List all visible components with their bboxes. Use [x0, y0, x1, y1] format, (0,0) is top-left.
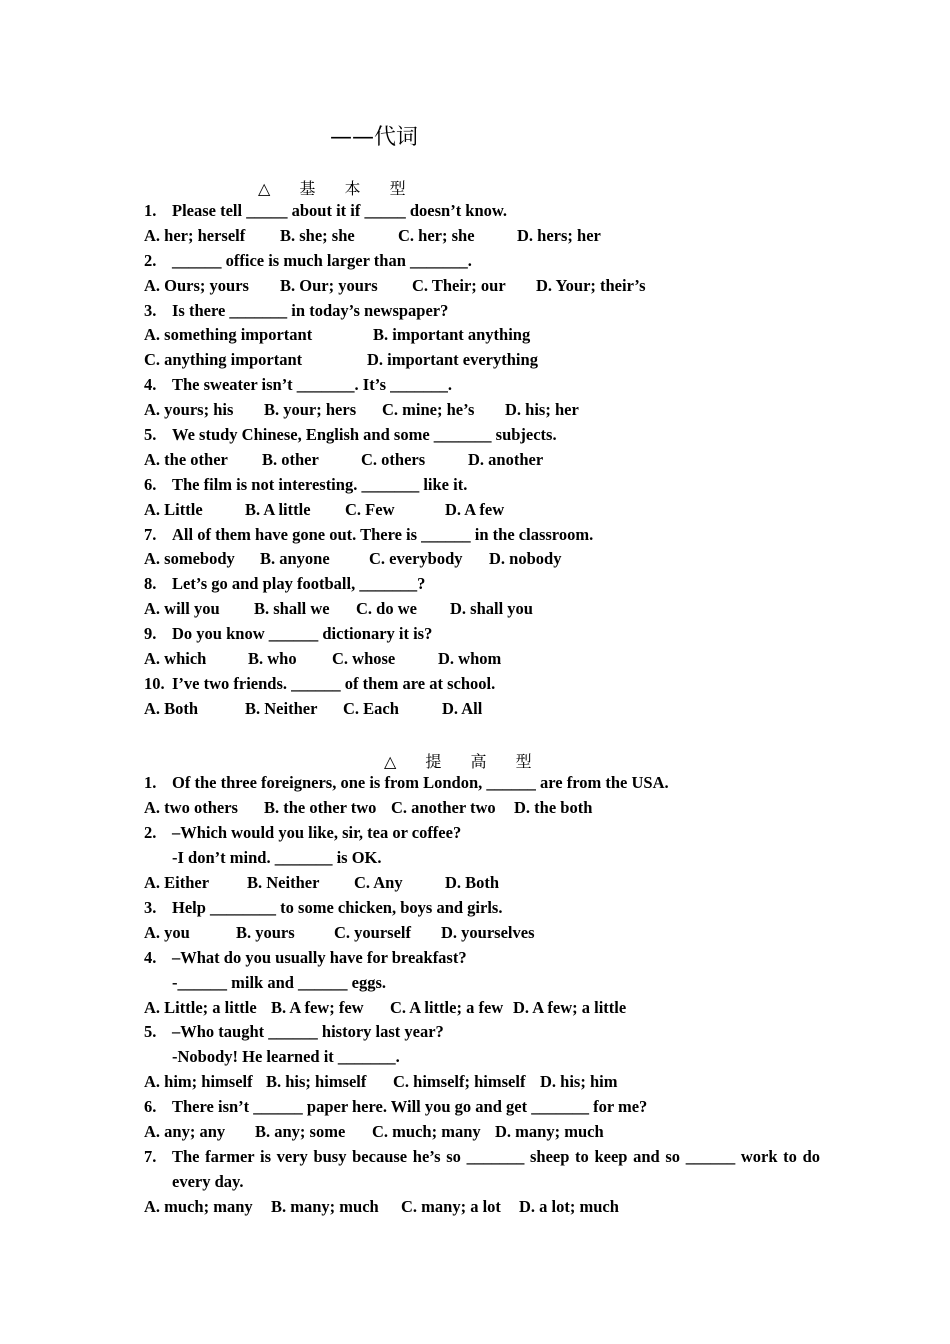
options-row: [144, 274, 820, 299]
question-text: Help ________ to some chicken, boys and girls.: [172, 897, 503, 917]
question: [144, 946, 820, 971]
option-c[interactable]: C. others: [361, 449, 426, 469]
question-text: The film is not interesting. _______ like it.: [172, 474, 468, 494]
question-number: 8.: [144, 574, 157, 594]
option-c[interactable]: C. everybody: [369, 549, 463, 569]
option-d[interactable]: D. important everything: [367, 350, 538, 370]
question-number: 1.: [144, 201, 157, 220]
option-d[interactable]: D. hers; her: [517, 225, 601, 245]
question-number: 1.: [144, 773, 157, 793]
option-b[interactable]: B. Neither: [247, 873, 320, 893]
question-continuation: -Nobody! He learned it _______.: [172, 1047, 400, 1067]
option-d[interactable]: D. the both: [514, 798, 593, 818]
question: [144, 622, 820, 647]
option-c[interactable]: C. much; many: [372, 1121, 481, 1141]
question-text: Let’s go and play football, _______?: [172, 574, 426, 594]
question-text: Do you know ______ dictionary it is?: [172, 624, 433, 644]
question-text: –Who taught ______ history last year?: [172, 1022, 444, 1042]
question-number: 2.: [144, 250, 157, 270]
options-row: [144, 647, 820, 672]
option-b[interactable]: B. other: [262, 449, 319, 469]
option-c[interactable]: C. Their; our: [412, 275, 506, 295]
option-a[interactable]: A. you: [144, 922, 190, 942]
option-b[interactable]: B. shall we: [254, 599, 330, 619]
options-row: [144, 1070, 820, 1095]
options-row: [144, 1120, 820, 1145]
option-d[interactable]: D. whom: [438, 649, 502, 669]
option-c[interactable]: C. yourself: [334, 922, 411, 942]
options-row: [144, 796, 820, 821]
option-a[interactable]: A. yours; his: [144, 400, 234, 420]
question: [144, 373, 820, 398]
question-number: 4.: [144, 375, 157, 395]
option-a[interactable]: A. her; herself: [144, 225, 246, 245]
option-d[interactable]: D. yourselves: [441, 922, 535, 942]
options-row: [144, 547, 820, 572]
question: [144, 473, 820, 498]
question-text: Is there _______ in today’s newspaper?: [172, 300, 449, 320]
question-number: 10.: [144, 673, 165, 693]
options-row: [144, 348, 820, 373]
question-continuation: every day.: [172, 1171, 244, 1191]
option-b[interactable]: B. Neither: [245, 698, 318, 718]
question: [144, 523, 820, 548]
question-number: 4.: [144, 947, 157, 967]
option-b[interactable]: B. his; himself: [266, 1072, 367, 1092]
page-title: ——代词: [330, 125, 419, 150]
section-heading-basic: △ 基 本 型: [258, 179, 418, 198]
question: [144, 1145, 820, 1170]
option-c[interactable]: C. do we: [356, 599, 417, 619]
option-c[interactable]: C. Few: [345, 499, 395, 519]
option-d[interactable]: D. A few: [445, 499, 505, 519]
question-text: The farmer is very busy because he’s so _______ sheep to keep and so ______ work to do: [172, 1146, 820, 1166]
options-row: [144, 224, 820, 249]
options-row: [144, 996, 820, 1021]
option-a[interactable]: A. Ours; yours: [144, 275, 249, 295]
question-text: The sweater isn’t _______. It’s _______.: [172, 375, 453, 395]
question-text: I’ve two friends. ______ of them are at school.: [172, 673, 496, 693]
option-c[interactable]: C. whose: [332, 649, 396, 669]
option-a[interactable]: A. Either: [144, 873, 210, 893]
option-b[interactable]: B. any; some: [255, 1121, 346, 1141]
option-d[interactable]: D. All: [442, 698, 483, 718]
option-d[interactable]: D. many; much: [495, 1121, 604, 1141]
option-a[interactable]: A. two others: [144, 798, 238, 818]
option-c[interactable]: C. another two: [391, 798, 496, 818]
question-text: ______ office is much larger than _______.: [172, 250, 472, 270]
question-text: –What do you usually have for breakfast?: [172, 947, 467, 967]
options-row: [144, 398, 820, 423]
option-b[interactable]: B. important anything: [373, 325, 531, 345]
option-a[interactable]: A. which: [144, 649, 207, 669]
question: [144, 896, 820, 921]
option-d[interactable]: D. a lot; much: [519, 1196, 619, 1216]
option-c[interactable]: C. A little; a few: [390, 997, 504, 1017]
question: [144, 423, 820, 448]
option-a[interactable]: A. Both: [144, 698, 199, 718]
question-text: All of them have gone out. There is ______ in the classroom.: [172, 524, 594, 544]
option-d[interactable]: D. Your; their’s: [536, 275, 646, 295]
option-c[interactable]: C. Each: [343, 698, 399, 718]
question-number: 9.: [144, 624, 157, 644]
question: [144, 572, 820, 597]
question-number: 5.: [144, 425, 157, 445]
option-b[interactable]: B. Our; yours: [280, 275, 378, 295]
question-number: 7.: [144, 1146, 157, 1166]
question-number: 6.: [144, 474, 157, 494]
option-b[interactable]: B. anyone: [260, 549, 330, 569]
option-d[interactable]: D. nobody: [489, 549, 562, 569]
option-c[interactable]: C. mine; he’s: [382, 400, 475, 420]
option-c[interactable]: C. himself; himself: [393, 1072, 526, 1092]
options-row: [144, 448, 820, 473]
option-a[interactable]: A. somebody: [144, 549, 235, 569]
option-b[interactable]: B. your; hers: [264, 400, 357, 420]
option-b[interactable]: B. A few; few: [271, 997, 364, 1017]
option-c[interactable]: C. many; a lot: [401, 1196, 501, 1216]
option-b[interactable]: B. yours: [236, 922, 295, 942]
option-a[interactable]: A. the other: [144, 449, 228, 469]
option-c[interactable]: C. her; she: [398, 225, 475, 245]
option-a[interactable]: A. something important: [144, 325, 313, 345]
option-b[interactable]: B. who: [248, 649, 297, 669]
option-d[interactable]: D. shall you: [450, 599, 533, 619]
option-d[interactable]: D. his; her: [505, 400, 579, 420]
question: [144, 771, 820, 796]
option-a[interactable]: A. him; himself: [144, 1072, 253, 1092]
option-b[interactable]: B. the other two: [264, 798, 377, 818]
question: [144, 299, 820, 324]
option-c[interactable]: C. Any: [354, 873, 403, 893]
option-c[interactable]: C. anything important: [144, 350, 303, 370]
question: [144, 199, 820, 224]
option-a[interactable]: A. much; many: [144, 1196, 253, 1216]
options-row: [144, 498, 820, 523]
options-row: [144, 697, 820, 722]
option-a[interactable]: A. Little: [144, 499, 203, 519]
question-continuation: -I don’t mind. _______ is OK.: [172, 848, 382, 868]
option-d[interactable]: D. another: [468, 449, 544, 469]
options-row: [144, 323, 820, 348]
question-number: 7.: [144, 524, 157, 544]
question-list: [144, 199, 820, 1220]
question-number: 3.: [144, 897, 157, 917]
question-text: Of the three foreigners, one is from London, ______ are from the USA.: [172, 773, 669, 793]
question-number: 2.: [144, 823, 157, 843]
option-b[interactable]: B. she; she: [280, 225, 355, 245]
options-row: [144, 1195, 820, 1220]
option-d[interactable]: D. Both: [445, 873, 500, 893]
options-row: [144, 921, 820, 946]
option-a[interactable]: A. Little; a little: [144, 997, 257, 1017]
question: [144, 1095, 820, 1120]
option-d[interactable]: D. his; him: [540, 1072, 618, 1092]
option-a[interactable]: A. any; any: [144, 1121, 226, 1141]
option-b[interactable]: B. many; much: [271, 1196, 379, 1216]
option-b[interactable]: B. A little: [245, 499, 311, 519]
question-text: Please tell _____ about it if _____ doesn’t know.: [172, 201, 508, 220]
question: [144, 821, 820, 846]
section-heading-advanced: △ 提 高 型: [384, 752, 544, 771]
question-number: 6.: [144, 1097, 157, 1117]
question-number: 5.: [144, 1022, 157, 1042]
option-d[interactable]: D. A few; a little: [513, 997, 627, 1017]
question: [144, 1020, 820, 1045]
option-a[interactable]: A. will you: [144, 599, 220, 619]
question-continuation: -______ milk and ______ eggs.: [172, 972, 387, 992]
question-text: –Which would you like, sir, tea or coffee?: [172, 823, 462, 843]
options-row: [144, 597, 820, 622]
options-row: [144, 871, 820, 896]
question-text: We study Chinese, English and some _______ subjects.: [172, 425, 557, 445]
question-text: There isn’t ______ paper here. Will you go and get _______ for me?: [172, 1097, 648, 1117]
question: [144, 672, 820, 697]
question: [144, 249, 820, 274]
question-number: 3.: [144, 300, 157, 320]
